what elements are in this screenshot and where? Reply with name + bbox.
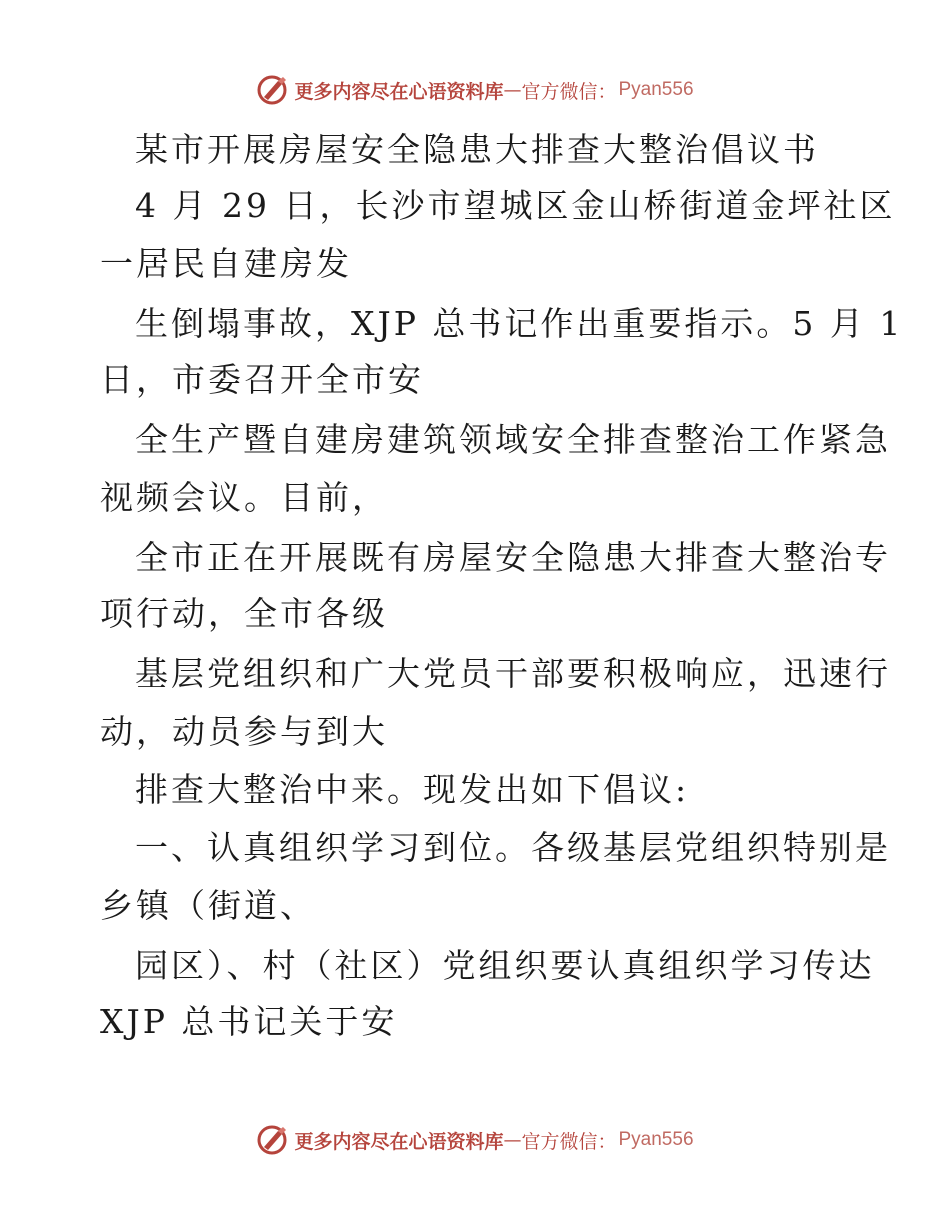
text-line: 园区）、村（社区）党组织要认真组织学习传达 bbox=[135, 946, 875, 985]
text-line: 排查大整治中来。现发出如下倡议: bbox=[135, 770, 690, 809]
watermark-wechat-label: 官方微信： bbox=[521, 80, 617, 103]
text-line: 全生产暨自建房建筑领域安全排查整治工作紧急 bbox=[135, 420, 891, 459]
text-line: 4 月 29 日，长沙市望城区金山桥街道金坪社区 bbox=[135, 186, 896, 225]
text-line: 项行动，全市各级 bbox=[100, 594, 388, 633]
watermark-banner-bottom bbox=[0, 1120, 950, 1160]
text-line: XJP 总书记关于安 bbox=[100, 1002, 398, 1041]
document-title: 某市开展房屋安全隐患大排查大整治倡议书 bbox=[135, 130, 819, 169]
watermark-wechat-id: Pyan556 bbox=[618, 79, 694, 100]
pen-swirl-logo-icon bbox=[256, 1123, 290, 1157]
watermark-wechat-id: Pyan556 bbox=[618, 1129, 694, 1150]
text-line: 基层党组织和广大党员干部要积极响应，迅速行 bbox=[135, 654, 891, 693]
text-line: 一、认真组织学习到位。各级基层党组织特别是 bbox=[135, 828, 891, 867]
text-line: 日，市委召开全市安 bbox=[100, 360, 424, 399]
text-line: 一居民自建房发 bbox=[100, 244, 352, 283]
watermark-text: 更多内容尽在心语资料库 bbox=[294, 1130, 504, 1153]
watermark-wechat-label: 官方微信： bbox=[521, 1130, 617, 1153]
text-line: 全市正在开展既有房屋安全隐患大排查大整治专 bbox=[135, 538, 891, 577]
watermark-separator: — bbox=[503, 79, 522, 101]
watermark-banner-top bbox=[0, 70, 950, 110]
text-line: 生倒塌事故，XJP 总书记作出重要指示。5 月 1 bbox=[135, 304, 904, 343]
text-line: 视频会议。目前， bbox=[100, 478, 388, 517]
watermark-text: 更多内容尽在心语资料库 bbox=[294, 80, 504, 103]
text-line: 动，动员参与到大 bbox=[100, 712, 388, 751]
text-line: 乡镇（街道、 bbox=[100, 886, 316, 925]
watermark-separator: — bbox=[503, 1129, 522, 1151]
pen-swirl-logo-icon bbox=[256, 73, 290, 107]
